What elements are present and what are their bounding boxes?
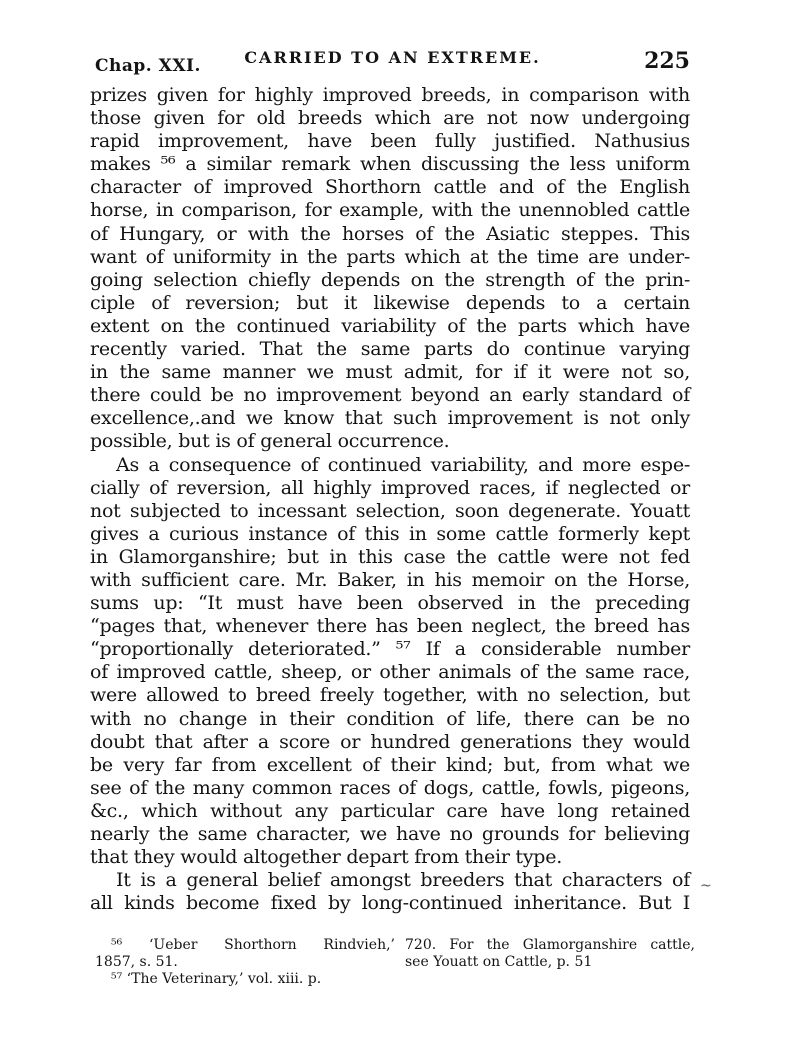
- text-line: ciple of reversion; but it likewise depends to a certain: [90, 291, 690, 314]
- text-line: with no change in their condition of life, there can be no: [90, 707, 690, 730]
- text-line: want of uniformity in the parts which at the time are under-: [90, 245, 690, 268]
- text-line: with sufficient care. Mr. Baker, in his memoir on the Horse,: [90, 568, 690, 591]
- footnote-line: 720. For the Glamorganshire cattle,: [405, 937, 695, 953]
- running-title: CARRIED TO AN EXTREME.: [244, 48, 541, 67]
- chapter-label: Chap. XXI.: [95, 56, 201, 76]
- text-line: doubt that after a score or hundred generations they would: [90, 730, 690, 753]
- text-line: be very far from excellent of their kind; but, from what we: [90, 753, 690, 776]
- text-line: see of the many common races of dogs, cattle, fowls, pigeons,: [90, 776, 690, 799]
- text-line: not subjected to incessant selection, soon degenerate. Youatt: [90, 499, 690, 522]
- text-line: cially of reversion, all highly improved races, if neglected or: [90, 476, 690, 499]
- text-line: that they would altogether depart from their type.: [90, 846, 562, 869]
- footnote-line: 1857, s. 51.: [95, 954, 178, 970]
- text-line: extent on the continued variability of the parts which have: [90, 314, 690, 337]
- text-line: all kinds become fixed by long-continued inheritance. But I: [90, 892, 690, 915]
- text-line: gives a curious instance of this in some cattle formerly kept: [90, 522, 690, 545]
- page-number: 225: [644, 48, 690, 74]
- text-line: “pages that, whenever there has been neglect, the breed has: [90, 615, 690, 638]
- text-line: makes ⁵⁶ a similar remark when discussing the less uniform: [90, 153, 690, 176]
- text-line: prizes given for highly improved breeds, in comparison with: [90, 84, 690, 106]
- margin-mark: ~: [700, 878, 712, 894]
- text-line: “proportionally deteriorated.” ⁵⁷ If a considerable number: [90, 638, 690, 661]
- text-line: in the same manner we must admit, for if it were not so,: [90, 361, 690, 384]
- text-line: &c., which without any particular care have long retained: [90, 799, 690, 822]
- text-line: It is a general belief amongst breeders that characters of: [116, 869, 690, 892]
- text-line: As a consequence of continued variability, and more espe-: [116, 453, 690, 476]
- text-line: in Glamorganshire; but in this case the cattle were not fed: [90, 545, 690, 568]
- footnote-line: ⁵⁷ ‘The Veterinary,’ vol. xiii. p.: [111, 971, 322, 987]
- text-line: those given for old breeds which are not now undergoing: [90, 107, 690, 130]
- footnotes-left-column: [95, 937, 395, 988]
- text-line: going selection chiefly depends on the strength of the prin-: [90, 268, 690, 291]
- text-line: nearly the same character, we have no grounds for believing: [90, 823, 690, 845]
- running-header: [95, 48, 690, 78]
- text-line: character of improved Shorthorn cattle and of the English: [90, 176, 690, 199]
- text-line: were allowed to breed freely together, with no selection, but: [90, 684, 690, 707]
- text-line: excellence,.and we know that such improvement is not only: [90, 407, 690, 430]
- text-line: possible, but is of general occurrence.: [90, 430, 450, 453]
- text-line: recently varied. That the same parts do continue varying: [90, 338, 690, 361]
- text-line: of Hungary, or with the horses of the Asiatic steppes. This: [90, 222, 690, 245]
- text-line: horse, in comparison, for example, with the unennobled cattle: [90, 199, 690, 222]
- footnotes-right-column: [405, 937, 695, 971]
- text-line: of improved cattle, sheep, or other animals of the same race,: [90, 661, 690, 684]
- footnote-line: see Youatt on Cattle, p. 51: [405, 954, 593, 970]
- text-line: there could be no improvement beyond an early standard of: [90, 384, 690, 407]
- text-line: sums up: “It must have been observed in the preceding: [90, 592, 690, 615]
- footnote-line: ⁵⁶ ‘Ueber Shorthorn Rindvieh,’: [111, 937, 395, 953]
- text-line: rapid improvement, have been fully justified. Nathusius: [90, 130, 690, 153]
- body-text: [90, 84, 690, 915]
